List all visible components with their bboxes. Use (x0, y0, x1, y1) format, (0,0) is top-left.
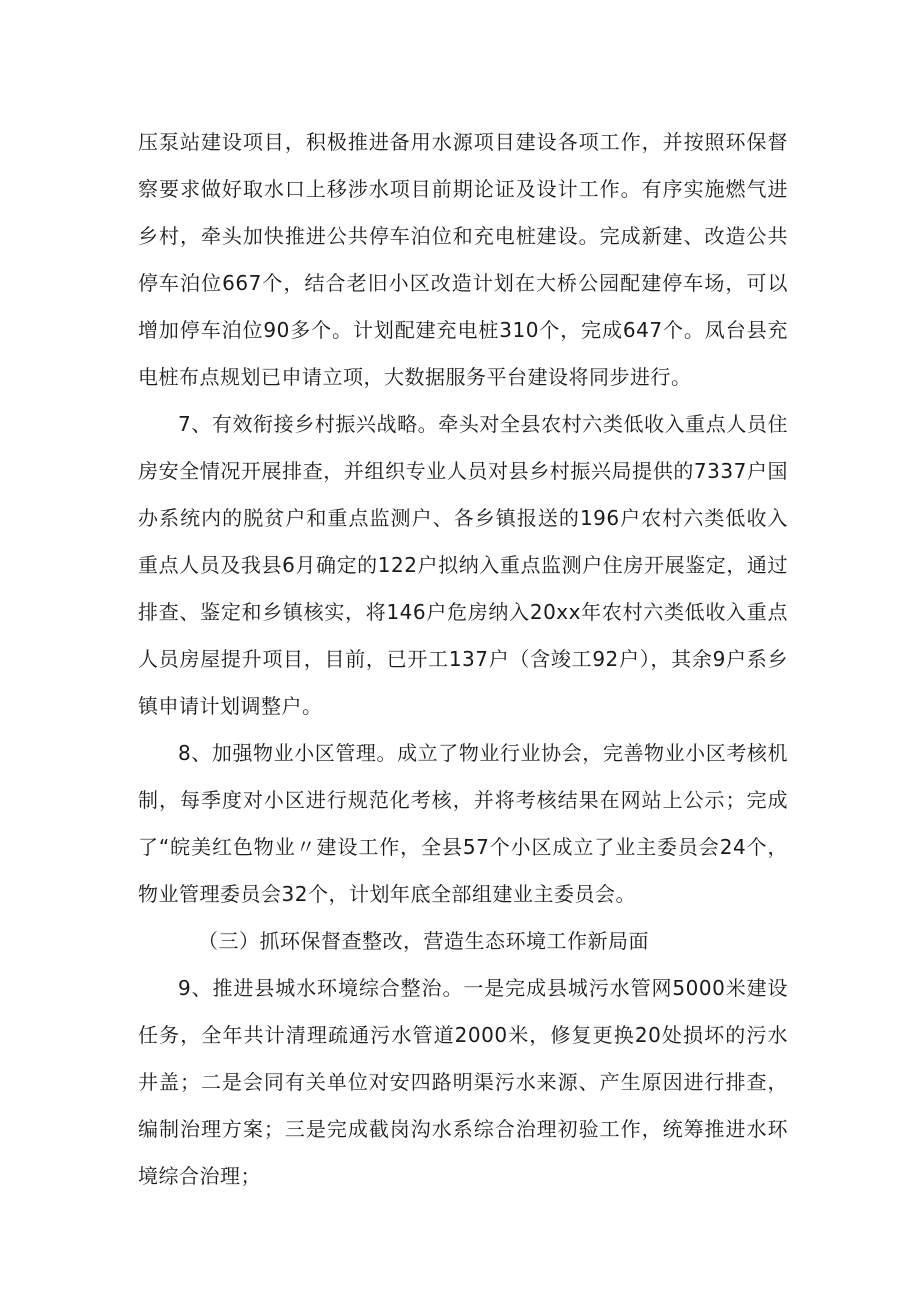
paragraph-rural-revitalization: 7、有效衔接乡村振兴战略。牵头对全县农村六类低收入重点人员住房安全情况开展排查，并组织专业人员对县乡村振兴局提供的7337户国办系统内的脱贫户和重点监测户、各乡镇报送的196户农村六类低收入重点人员及我县6月确定的122户拟纳入重点监测户住房开展鉴定，通过排查、鉴定和乡镇核实，将146户危房纳入20xx年农村六类低收入重点人员房屋提升项目，目前，已开工137户（含竣工92户），其余9户系乡镇申请计划调整户。 (138, 412, 788, 718)
paragraph-water-environment: 9、推进县城水环境综合整治。一是完成县城污水管网5000米建设任务，全年共计清理疏通污水管道2000米，修复更换20处损坏的污水井盖；二是会同有关单位对安四路明渠污水来源、产生原因进行排查，编制治理方案；三是完成截岗沟水系综合治理初验工作，统筹推进水环境综合治理； (138, 976, 788, 1188)
section-heading-environment: （三）抓环保督查整改，营造生态环境工作新局面 (198, 929, 649, 953)
paragraph-water-parking: 压泵站建设项目，积极推进备用水源项目建设各项工作，并按照环保督察要求做好取水口上移涉水项目前期论证及设计工作。有序实施燃气进乡村，牵头加快推进公共停车泊位和充电桩建设。完成新建、改造公共停车泊位667个，结合老旧小区改造计划在大桥公园配建停车场，可以增加停车泊位90多个。计划配建充电桩310个，完成647个。凤台县充电桩布点规划已申请立项，大数据服务平台建设将同步进行。 (138, 130, 788, 389)
paragraph-property-management: 8、加强物业小区管理。成立了物业行业协会，完善物业小区考核机制，每季度对小区进行规范化考核，并将考核结果在网站上公示；完成了“皖美红色物业〃建设工作，全县57个小区成立了业主委员会24个，物业管理委员会32个，计划年底全部组建业主委员会。 (138, 741, 788, 906)
